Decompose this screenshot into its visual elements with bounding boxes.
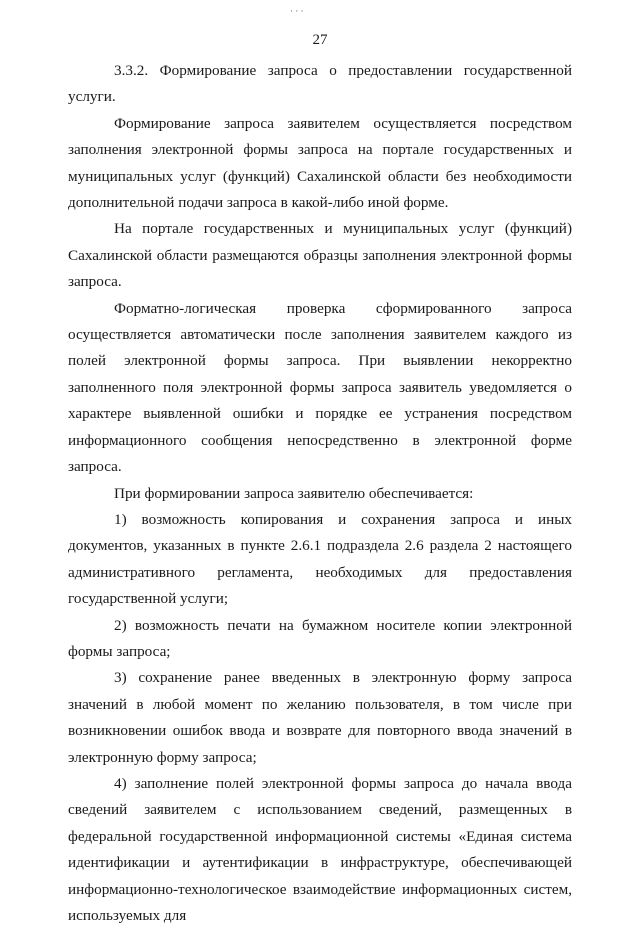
list-item: 2) возможность печати на бумажном носителе копии электронной формы запроса; <box>68 616 572 660</box>
paragraph: При формировании запроса заявителю обеспечивается: <box>114 484 474 502</box>
scan-artifact: · · · <box>290 6 304 16</box>
paragraph: Формирование запроса заявителем осуществляется посредством заполнения электронной формы запроса на портале государственных и муниципальных услуг (функций) Сахалинской области без необходимости дополнительной подачи запроса в какой-либо иной форме. <box>68 114 572 212</box>
paragraph: Форматно-логическая проверка сформированного запроса осуществляется автоматически после заполнения заявителем каждого из полей электронной формы запроса. При выявлении некорректно заполненного поля электронной формы запроса заявитель уведомляется о характере выявленной ошибки и порядке ее устранения посредством информационного сообщения непосредственно в электронной форме запроса. <box>68 299 572 476</box>
document-body <box>68 58 572 929</box>
page-number: 27 <box>312 32 328 48</box>
section-heading: 3.3.2. Формирование запроса о предоставлении государственной услуги. <box>68 62 572 106</box>
list-item: 1) возможность копирования и сохранения запроса и иных документов, указанных в пункте 2.6.1 подраздела 2.6 раздела 2 настоящего административного регламента, необходимых для предоставления государственной услуги; <box>68 510 572 608</box>
paragraph: На портале государственных и муниципальных услуг (функций) Сахалинской области размещаются образцы заполнения электронной формы запроса. <box>68 220 572 291</box>
list-item: 3) сохранение ранее введенных в электронную форму запроса значений в любой момент по желанию пользователя, в том числе при возникновении ошибок ввода и возврате для повторного ввода значений в электронную форму запроса; <box>68 669 572 766</box>
list-item: 4) заполнение полей электронной формы запроса до начала ввода сведений заявителем с использованием сведений, размещенных в федеральной государственной информационной системы «Единая система идентификации и аутентификации в инфраструктуре, обеспечивающей информационно-технологическое взаимодействие информационных систем, используемых для <box>68 774 572 924</box>
